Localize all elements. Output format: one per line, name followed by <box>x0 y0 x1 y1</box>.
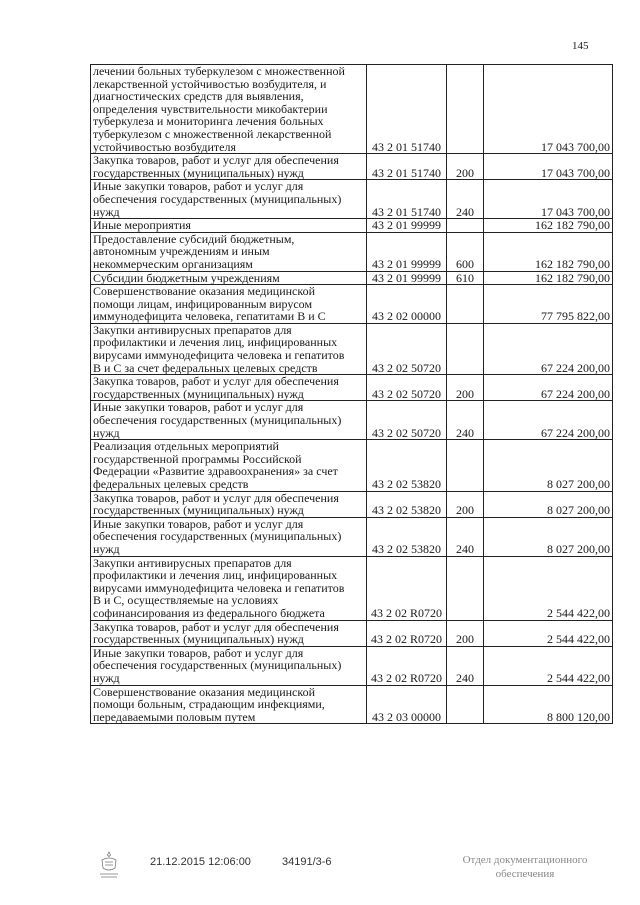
row-amount-cell: 8 027 200,00 <box>484 491 613 517</box>
table-row <box>91 154 613 180</box>
row-code-cell: 43 2 01 99999 <box>367 232 447 271</box>
row-name-line: лекарственной устойчивостью возбудителя, и <box>93 76 327 91</box>
row-name-cell <box>91 517 367 556</box>
row-code-cell: 43 2 02 R0720 <box>367 620 447 646</box>
row-name-line: Закупка товаров, работ и услуг для обеспечения <box>93 374 339 389</box>
row-code-cell: 43 2 02 R0720 <box>367 646 447 685</box>
row-name-line: Субсидии бюджетным учреждениям <box>93 271 280 285</box>
row-code-cell: 43 2 02 53820 <box>367 440 447 491</box>
row-name-line: Совершенствование оказания медицинской <box>93 284 315 299</box>
row-name-line: диагностических средств для выявления, <box>93 89 304 104</box>
budget-table-body <box>91 65 613 724</box>
row-amount-cell: 67 224 200,00 <box>484 375 613 401</box>
row-name-cell <box>91 556 367 620</box>
footer-doc-number: 34191/3-6 <box>282 856 332 868</box>
row-name-line: обеспечения государственных (муниципальных) <box>93 191 342 206</box>
row-name-line: софинансирования из федерального бюджета <box>93 605 325 620</box>
table-row <box>91 401 613 440</box>
row-name-line: некоммерческим организациям <box>93 256 253 271</box>
stamp-line-2: обеспечения <box>495 868 555 880</box>
row-name-line: нужд <box>93 541 120 556</box>
page-number: 145 <box>572 40 589 52</box>
row-type-cell: 240 <box>447 646 484 685</box>
row-name-line: Закупка товаров, работ и услуг для обеспечения <box>93 491 339 505</box>
row-name-line: Закупка товаров, работ и услуг для обеспечения <box>93 620 339 634</box>
row-name-line: Иные закупки товаров, работ и услуг для <box>93 646 304 660</box>
table-row <box>91 180 613 219</box>
row-code-cell: 43 2 01 99999 <box>367 219 447 233</box>
table-row <box>91 620 613 646</box>
row-name-cell <box>91 620 367 646</box>
table-row <box>91 271 613 285</box>
table-row <box>91 440 613 491</box>
row-type-cell <box>447 65 484 154</box>
row-code-cell: 43 2 02 53820 <box>367 517 447 556</box>
table-row <box>91 517 613 556</box>
row-name-line: государственных (муниципальных) нужд <box>93 632 304 647</box>
row-code-cell: 43 2 02 00000 <box>367 285 447 324</box>
row-code-cell: 43 2 02 50720 <box>367 375 447 401</box>
table-row <box>91 556 613 620</box>
row-type-cell: 200 <box>447 491 484 517</box>
budget-table <box>90 64 613 724</box>
row-type-cell <box>447 556 484 620</box>
row-type-cell: 240 <box>447 517 484 556</box>
row-amount-cell: 77 795 822,00 <box>484 285 613 324</box>
row-type-cell <box>447 323 484 374</box>
row-amount-cell: 162 182 790,00 <box>484 232 613 271</box>
row-name-cell <box>91 401 367 440</box>
row-name-line: помощи лицам, инфицированным вирусом <box>93 296 313 311</box>
row-name-cell <box>91 232 367 271</box>
row-name-line: передаваемыми половым путем <box>93 709 256 724</box>
row-name-line: государственной программы Российской <box>93 451 302 466</box>
row-name-line: Иные закупки товаров, работ и услуг для <box>93 400 304 415</box>
row-name-line: государственных (муниципальных) нужд <box>93 503 304 518</box>
table-row <box>91 285 613 324</box>
row-amount-cell: 162 182 790,00 <box>484 219 613 233</box>
row-name-line: В и С за счет федеральных целевых средств <box>93 360 318 375</box>
row-name-cell <box>91 375 367 401</box>
row-amount-cell: 8 800 120,00 <box>484 685 613 724</box>
row-type-cell <box>447 285 484 324</box>
row-name-line: обеспечения государственных (муниципальных) <box>93 658 342 673</box>
row-name-line: государственных (муниципальных) нужд <box>93 386 304 401</box>
row-name-line: обеспечения государственных (муниципальных) <box>93 529 342 544</box>
table-row <box>91 323 613 374</box>
row-amount-cell: 2 544 422,00 <box>484 646 613 685</box>
row-type-cell: 610 <box>447 271 484 285</box>
row-type-cell: 600 <box>447 232 484 271</box>
row-name-cell <box>91 646 367 685</box>
row-name-line: обеспечения государственных (муниципальных) <box>93 413 342 428</box>
table-row <box>91 375 613 401</box>
row-name-cell <box>91 180 367 219</box>
row-name-line: определения чувствительности микобактерии <box>93 101 328 116</box>
row-type-cell: 200 <box>447 620 484 646</box>
row-type-cell: 240 <box>447 180 484 219</box>
row-type-cell <box>447 219 484 233</box>
row-name-line: Совершенствование оказания медицинской <box>93 685 315 699</box>
row-type-cell: 200 <box>447 375 484 401</box>
stamp-line-1: Отдел документационного <box>462 854 588 866</box>
row-name-line: нужд <box>93 670 120 685</box>
row-name-line: нужд <box>93 204 120 219</box>
row-amount-cell: 2 544 422,00 <box>484 620 613 646</box>
row-name-line: Закупки антивирусных препаратов для <box>93 556 292 570</box>
emblem-icon <box>98 850 120 880</box>
row-amount-cell: 2 544 422,00 <box>484 556 613 620</box>
row-type-cell <box>447 685 484 724</box>
row-name-line: вирусами иммунодефицита человека и гепатитов <box>93 348 345 363</box>
row-amount-cell: 17 043 700,00 <box>484 65 613 154</box>
row-name-line: лечении больных туберкулезом с множественной <box>93 64 345 78</box>
row-name-line: федеральных целевых средств <box>93 477 249 491</box>
row-code-cell: 43 2 01 99999 <box>367 271 447 285</box>
row-name-line: Федерации «Развитие здравоохранения» за счет <box>93 464 338 479</box>
row-name-line: профилактики и лечения лиц, инфицированных <box>93 568 338 583</box>
row-name-line: Иные мероприятия <box>93 218 191 233</box>
row-name-cell <box>91 154 367 180</box>
row-name-cell <box>91 285 367 324</box>
row-name-line: вирусами иммунодефицита человека и гепатитов <box>93 580 345 595</box>
table-row <box>91 65 613 154</box>
table-row <box>91 491 613 517</box>
row-amount-cell: 8 027 200,00 <box>484 440 613 491</box>
row-name-line: В и С, осуществляемые на условиях <box>93 593 279 608</box>
row-amount-cell: 67 224 200,00 <box>484 401 613 440</box>
row-code-cell: 43 2 02 50720 <box>367 401 447 440</box>
row-name-cell <box>91 323 367 374</box>
row-name-line: Реализация отдельных мероприятий <box>93 439 279 454</box>
row-amount-cell: 17 043 700,00 <box>484 154 613 180</box>
row-name-line: Иные закупки товаров, работ и услуг для <box>93 179 304 194</box>
row-type-cell: 200 <box>447 154 484 180</box>
row-code-cell: 43 2 02 R0720 <box>367 556 447 620</box>
department-stamp <box>440 853 610 881</box>
row-name-line: государственных (муниципальных) нужд <box>93 165 304 180</box>
row-amount-cell: 8 027 200,00 <box>484 517 613 556</box>
row-name-line: автономным учреждениям и иным <box>93 244 270 259</box>
row-code-cell: 43 2 01 51740 <box>367 154 447 180</box>
row-code-cell: 43 2 02 50720 <box>367 323 447 374</box>
row-amount-cell: 162 182 790,00 <box>484 271 613 285</box>
table-row <box>91 219 613 233</box>
row-name-line: иммунодефицита человека, гепатитами В и С <box>93 309 326 324</box>
row-name-line: помощи больным, страдающим инфекциями, <box>93 697 325 712</box>
row-name-line: нужд <box>93 425 120 440</box>
table-row <box>91 646 613 685</box>
row-name-line: Закупка товаров, работ и услуг для обеспечения <box>93 153 339 168</box>
row-name-cell <box>91 271 367 285</box>
row-type-cell: 240 <box>447 401 484 440</box>
row-name-line: устойчивостью возбудителя <box>93 139 237 154</box>
row-name-cell <box>91 685 367 724</box>
row-code-cell: 43 2 01 51740 <box>367 180 447 219</box>
row-name-line: Иные закупки товаров, работ и услуг для <box>93 517 304 531</box>
table-row <box>91 232 613 271</box>
row-code-cell: 43 2 01 51740 <box>367 65 447 154</box>
row-type-cell <box>447 440 484 491</box>
row-name-cell <box>91 491 367 517</box>
footer-date: 21.12.2015 12:06:00 <box>150 856 251 868</box>
row-code-cell: 43 2 03 00000 <box>367 685 447 724</box>
row-name-cell <box>91 65 367 154</box>
row-name-line: Закупки антивирусных препаратов для <box>93 323 292 337</box>
row-code-cell: 43 2 02 53820 <box>367 491 447 517</box>
row-name-line: туберкулезом с множественной лекарственной <box>93 126 332 141</box>
row-name-line: Предоставление субсидий бюджетным, <box>93 232 295 246</box>
row-amount-cell: 17 043 700,00 <box>484 180 613 219</box>
row-amount-cell: 67 224 200,00 <box>484 323 613 374</box>
row-name-cell <box>91 440 367 491</box>
row-name-line: туберкулеза и мониторинга лечения больных <box>93 114 324 129</box>
table-row <box>91 685 613 724</box>
row-name-cell <box>91 219 367 233</box>
row-name-line: профилактики и лечения лиц, инфицированных <box>93 335 338 350</box>
